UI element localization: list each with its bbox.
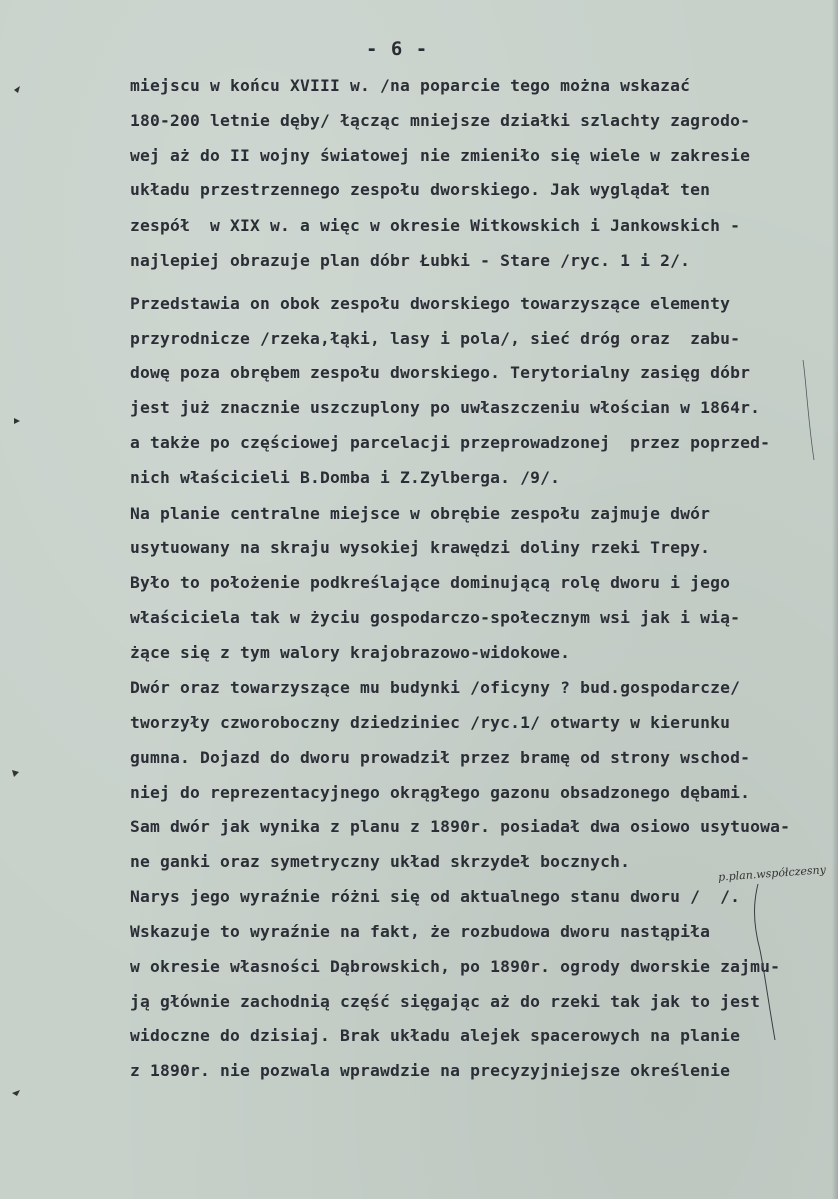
text-line: w okresie własności Dąbrowskich, po 1890r. ogrody dworskie zajmu- (130, 957, 781, 976)
text-line: miejscu w końcu XVIII w. /na poparcie tego można wskazać (130, 76, 691, 95)
text-line: Na planie centralne miejsce w obrębie zespołu zajmuje dwór (130, 504, 711, 523)
text-line: układu przestrzennego zespołu dworskiego. Jak wyglądał ten (130, 180, 711, 199)
text-line: niej do reprezentacyjnego okrągłego gazonu obsadzonego dębami. (130, 783, 751, 802)
text-line: Narys jego wyraźnie różni się od aktualnego stanu dworu / /. (130, 887, 741, 906)
text-line: widoczne do dzisiaj. Brak układu alejek spacerowych na planie (130, 1026, 741, 1045)
text-line: z 1890r. nie pozwala wprawdzie na precyzyjniejsze określenie (130, 1061, 731, 1080)
text-line: gumna. Dojazd do dworu prowadził przez bramę od strony wschod- (130, 748, 751, 767)
text-line: a także po częściowej parcelacji przeprowadzonej przez poprzed- (130, 433, 771, 452)
text-line: Przedstawia on obok zespołu dworskiego towarzyszące elementy (130, 294, 731, 313)
page-number: - 6 - (366, 38, 429, 60)
text-line: właściciela tak w życiu gospodarczo-społecznym wsi jak i wią- (130, 608, 741, 627)
text-line: wej aż do II wojny światowej nie zmieniło się wiele w zakresie (130, 146, 751, 165)
text-line: 180-200 letnie dęby/ łącząc mniejsze działki szlachty zagrodo- (130, 111, 751, 130)
text-line: tworzyły czworoboczny dziedziniec /ryc.1/ otwarty w kierunku (130, 713, 731, 732)
pen-stroke-line (803, 360, 814, 460)
text-line: zespół w XIX w. a więc w okresie Witkowskich i Jankowskich - (130, 216, 741, 235)
text-line: nich właścicieli B.Domba i Z.Zylberga. /9/. (130, 468, 561, 487)
margin-punch-mark (12, 770, 19, 777)
text-line: usytuowany na skraju wysokiej krawędzi doliny rzeki Trepy. (130, 538, 711, 557)
margin-punch-mark (12, 1090, 20, 1096)
text-line: przyrodnicze /rzeka,łąki, lasy i pola/, sieć dróg oraz zabu- (130, 329, 741, 348)
margin-punch-mark (14, 418, 20, 424)
handwritten-annotation: p.plan.współczesny (717, 863, 827, 884)
text-line: Wskazuje to wyraźnie na fakt, że rozbudowa dworu nastąpiła (130, 922, 711, 941)
text-line: najlepiej obrazuje plan dóbr Łubki - Stare /ryc. 1 i 2/. (130, 251, 691, 270)
margin-punch-mark (14, 86, 20, 93)
text-line: żące się z tym walory krajobrazowo-widokowe. (130, 643, 571, 662)
pen-stroke-line (755, 884, 776, 1040)
text-line: Było to położenie podkreślające dominującą rolę dworu i jego (130, 573, 731, 592)
text-line: ją głównie zachodnią część sięgając aż do rzeki tak jak to jest (130, 992, 761, 1011)
text-line: Sam dwór jak wynika z planu z 1890r. posiadał dwa osiowo usytuowa- (130, 817, 791, 836)
text-line: dowę poza obrębem zespołu dworskiego. Terytorialny zasięg dóbr (130, 363, 751, 382)
text-line: ne ganki oraz symetryczny układ skrzydeł bocznych. (130, 852, 631, 871)
text-line: Dwór oraz towarzyszące mu budynki /oficyny ? bud.gospodarcze/ (130, 678, 741, 697)
text-line: jest już znacznie uszczuplony po uwłaszczeniu włościan w 1864r. (130, 398, 761, 417)
